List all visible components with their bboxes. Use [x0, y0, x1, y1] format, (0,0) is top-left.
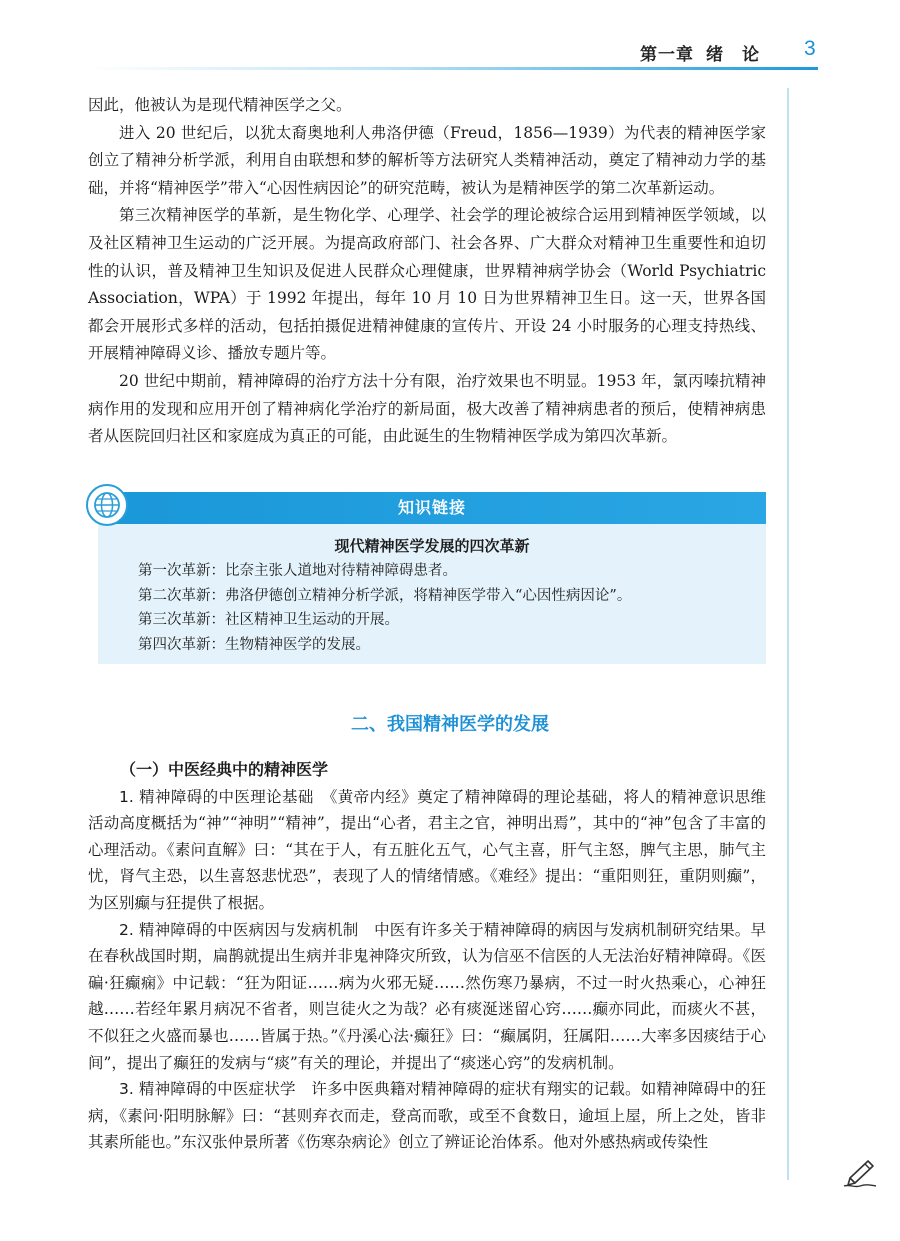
knowledge-link-box	[98, 492, 766, 664]
knowledge-box-subtitle: 现代精神医学发展的四次革新	[334, 537, 530, 555]
chapter-number: 第一章	[640, 45, 694, 65]
paragraph: 因此，他被认为是现代精神医学之父。	[88, 96, 352, 114]
pen-writing-icon	[842, 1158, 878, 1192]
chapter-title: 绪 论	[706, 45, 760, 65]
page-header	[0, 0, 900, 80]
paragraph	[88, 784, 766, 917]
point-lead: 3. 精神障碍的中医症状学	[119, 1080, 296, 1099]
point-text: 《黄帝内经》奠定了精神障碍的理论基础，将人的精神意识思维活动高度概括为“神”“神明”“精神”，提出“心者，君主之官，神明出焉”，其中的“神”包含了丰富的心理活动。《素问直解》曰：“其在于人，有五脏化五气，心气主喜，肝气主怒，脾气主思，肺气主忧，肾气主恐，以生喜怒悲忧恐”，表现了人的情绪情感。《难经》提出：“重阳则狂，重阴则癫”，为区别癫与狂提供了根据。	[88, 787, 766, 912]
page-number: 3	[804, 37, 816, 60]
point-text: 中医有许多关于精神障碍的病因与发病机制研究结果。早在春秋战国时期，扁鹊就提出生病并非鬼神降灾所致，认为信巫不信医的人无法治好精神障碍。《医碥·狂癫痫》中记载：“狂为阳证……病为火邪无疑……然伤寒乃暴病，不过一时火热乘心，心神狂越……若经年累月病况不省者，则岂徒火之为哉？必有痰涎迷留心窍……癫亦同此，而痰火不甚，不似狂之火盛而暴也……皆属于热。”《丹溪心法·癫狂》曰：“癫属阴，狂属阳……大率多因痰结于心间”，提出了癫狂的发病与“痰”有关的理论，并提出了“痰迷心窍”的发病机制。	[88, 920, 766, 1072]
paragraph: 进入 20 世纪后，以犹太裔奥地利人弗洛伊德（Freud，1856—1939）为代表的精神医学家创立了精神分析学派，利用自由联想和梦的解析等方法研究人类精神活动，奠定了精神动力学的基础，并将“精神医学”带入“心因性病因论”的研究范畴，被认为是精神医学的第二次革新运动。	[88, 123, 766, 197]
list-item: 第四次革新：生物精神医学的发展。	[138, 636, 370, 653]
header-rule	[88, 67, 818, 70]
section-heading: 二、我国精神医学的发展	[351, 714, 549, 735]
list-item: 第一次革新：比奈主张人道地对待精神障碍患者。	[138, 563, 457, 579]
knowledge-box-list	[138, 559, 758, 657]
body-text-top	[88, 92, 766, 451]
list-item: 第三次革新：社区精神卫生运动的开展。	[138, 612, 399, 629]
globe-icon	[86, 484, 128, 526]
paragraph	[88, 917, 766, 1077]
paragraph: 第三次精神医学的革新，是生物化学、心理学、社会学的理论被综合运用到精神医学领域，以及社区精神卫生运动的广泛开展。为提高政府部门、社会各界、广大群众对精神卫生重要性和迫切性的认识，普及精神卫生知识及促进人民群众心理健康，世界精神病学协会（World Psychiatric Association，WPA）于 1992 年提出，每年 10 月 10 日为世界精神卫生日。这一天，世界各国都会开展形式多样的活动，包括拍摄促进精神健康的宣传片、开设 24 小时服务的心理支持热线、开展精神障碍义诊、播放专题片等。	[88, 206, 766, 363]
point-lead: 2. 精神障碍的中医病因与发病机制	[119, 920, 359, 939]
running-head	[640, 40, 772, 65]
margin-rule	[787, 88, 789, 1180]
point-text: 许多中医典籍对精神障碍的症状有翔实的记载。如精神障碍中的狂病，《素问·阳明脉解》曰：“甚则弃衣而走，登高而歌，或至不食数日，逾垣上屋，所上之处，皆非其素所能也。”东汉张仲景所著《伤寒杂病论》创立了辨证论治体系。他对外感热病或传染性	[88, 1080, 766, 1152]
point-lead: 1. 精神障碍的中医理论基础	[119, 787, 314, 806]
list-item: 第二次革新：弗洛伊德创立精神分析学派，将精神医学带入“心因性病因论”。	[138, 587, 632, 604]
paragraph: 20 世纪中期前，精神障碍的治疗方法十分有限，治疗效果也不明显。1953 年，氯丙嗪抗精神病作用的发现和应用开创了精神病化学治疗的新局面，极大改善了精神病患者的预后，使精神病患者从医院回归社区和家庭成为真正的可能，由此诞生的生物精神医学成为第四次革新。	[88, 371, 766, 446]
body-text-bottom	[88, 757, 766, 1156]
paragraph	[88, 1076, 766, 1156]
subsection-heading: （一）中医经典中的精神医学	[120, 760, 329, 779]
knowledge-box-header	[98, 492, 766, 524]
knowledge-box-title: 知识链接	[397, 498, 466, 517]
